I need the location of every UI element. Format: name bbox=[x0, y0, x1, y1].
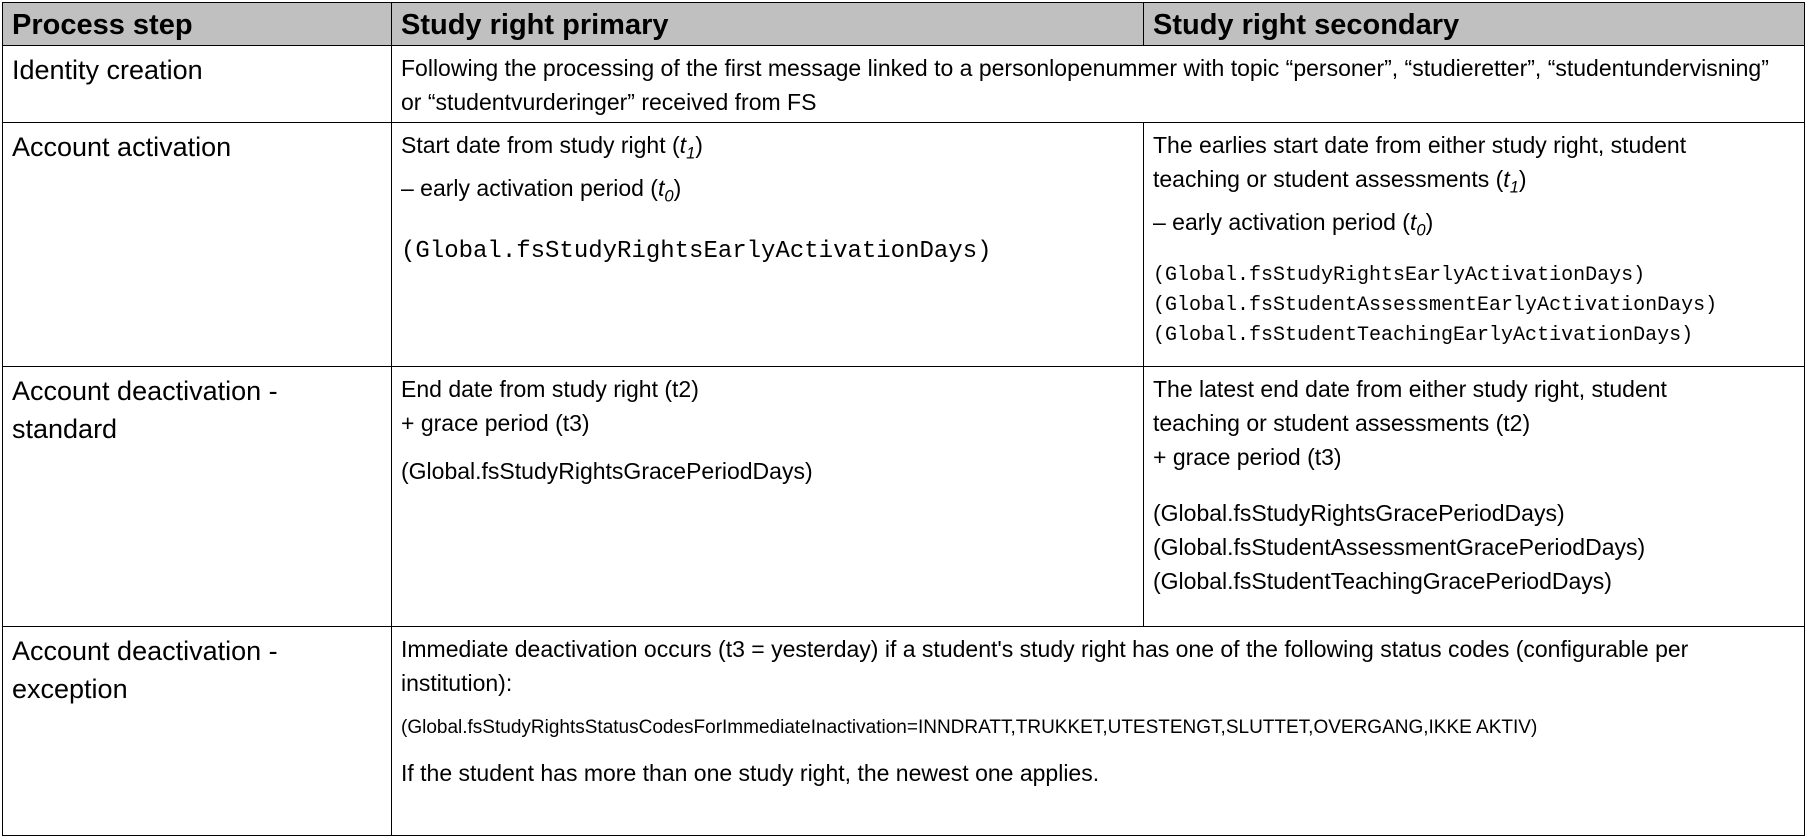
activation-secondary-cell bbox=[1144, 123, 1805, 367]
step-identity-creation: Identity creation bbox=[3, 46, 392, 123]
activation-secondary-parameters bbox=[1153, 261, 1795, 351]
header-process-step: Process step bbox=[3, 3, 392, 46]
identity-creation-description bbox=[392, 46, 1805, 123]
deactivation-secondary-parameters bbox=[1153, 496, 1795, 598]
row-account-activation bbox=[3, 123, 1805, 367]
step-account-activation: Account activation bbox=[3, 123, 392, 367]
activation-primary-cell bbox=[392, 123, 1144, 367]
deactivation-secondary-parameter: (Global.fsStudentAssessmentGracePeriodDays) bbox=[1153, 534, 1646, 560]
deactivation-primary-line2: + grace period (t3) bbox=[401, 410, 590, 436]
row-identity-creation bbox=[3, 46, 1805, 123]
deactivation-secondary-line3: + grace period (t3) bbox=[1153, 444, 1342, 470]
activation-secondary-line3: – early activation period $(t_0)$ bbox=[1153, 208, 1434, 240]
step-account-deactivation-standard: Account deactivation - standard bbox=[3, 367, 392, 627]
header-study-right-primary: Study right primary bbox=[392, 3, 1144, 46]
deactivation-exception-text1: Immediate deactivation occurs (t3 = yesterday) if a student's study right has one of the following status codes (configurable per institution): bbox=[401, 636, 1689, 696]
header-row bbox=[3, 3, 1805, 46]
row-account-deactivation-exception bbox=[3, 627, 1805, 836]
deactivation-primary-line1: End date from study right (t2) bbox=[401, 376, 699, 402]
row-account-deactivation-standard bbox=[3, 367, 1805, 627]
step-account-deactivation-exception: Account deactivation - exception bbox=[3, 627, 392, 836]
activation-secondary-parameter: (Global.fsStudentTeachingEarlyActivationDays) bbox=[1153, 324, 1694, 348]
deactivation-secondary-parameter: (Global.fsStudentTeachingGracePeriodDays) bbox=[1153, 568, 1612, 594]
deactivation-secondary-line1: The latest end date from either study right, student bbox=[1153, 376, 1667, 402]
activation-primary-line2: – early activation period $(t_0)$ bbox=[401, 174, 682, 206]
deactivation-exception-cell bbox=[392, 627, 1805, 836]
deactivation-standard-secondary-cell bbox=[1144, 367, 1805, 627]
activation-secondary-parameter: (Global.fsStudyRightsEarlyActivationDays) bbox=[1153, 264, 1646, 288]
identity-creation-text: Following the processing of the first message linked to a personlopenummer with topic “personer”, “studieretter”, “studentundervisning” or “studentvurderinger” received from FS bbox=[401, 55, 1769, 115]
process-table bbox=[2, 2, 1805, 836]
deactivation-secondary-parameter: (Global.fsStudyRightsGracePeriodDays) bbox=[1153, 500, 1565, 526]
deactivation-exception-text2: If the student has more than one study right, the newest one applies. bbox=[401, 760, 1100, 786]
activation-secondary-line2: teaching or student assessments $(t_1)$ bbox=[1153, 166, 1527, 197]
deactivation-primary-parameter: (Global.fsStudyRightsGracePeriodDays) bbox=[401, 458, 813, 484]
header-study-right-secondary: Study right secondary bbox=[1144, 3, 1805, 46]
activation-primary-line1: Start date from study right $(t_1)$ bbox=[401, 132, 703, 163]
activation-secondary-parameter: (Global.fsStudentAssessmentEarlyActivationDays) bbox=[1153, 294, 1718, 318]
deactivation-exception-parameter: (Global.fsStudyRightsStatusCodesForImmediateInactivation=INNDRATT,TRUKKET,UTESTENGT,SLUTTET,OVERGANG,IKKE AKTIV) bbox=[401, 717, 1538, 738]
activation-primary-parameter: (Global.fsStudyRightsEarlyActivationDays) bbox=[401, 238, 992, 266]
deactivation-secondary-line2: teaching or student assessments (t2) bbox=[1153, 410, 1531, 436]
deactivation-standard-primary-cell bbox=[392, 367, 1144, 627]
activation-secondary-line1: The earlies start date from either study right, student bbox=[1153, 132, 1687, 158]
